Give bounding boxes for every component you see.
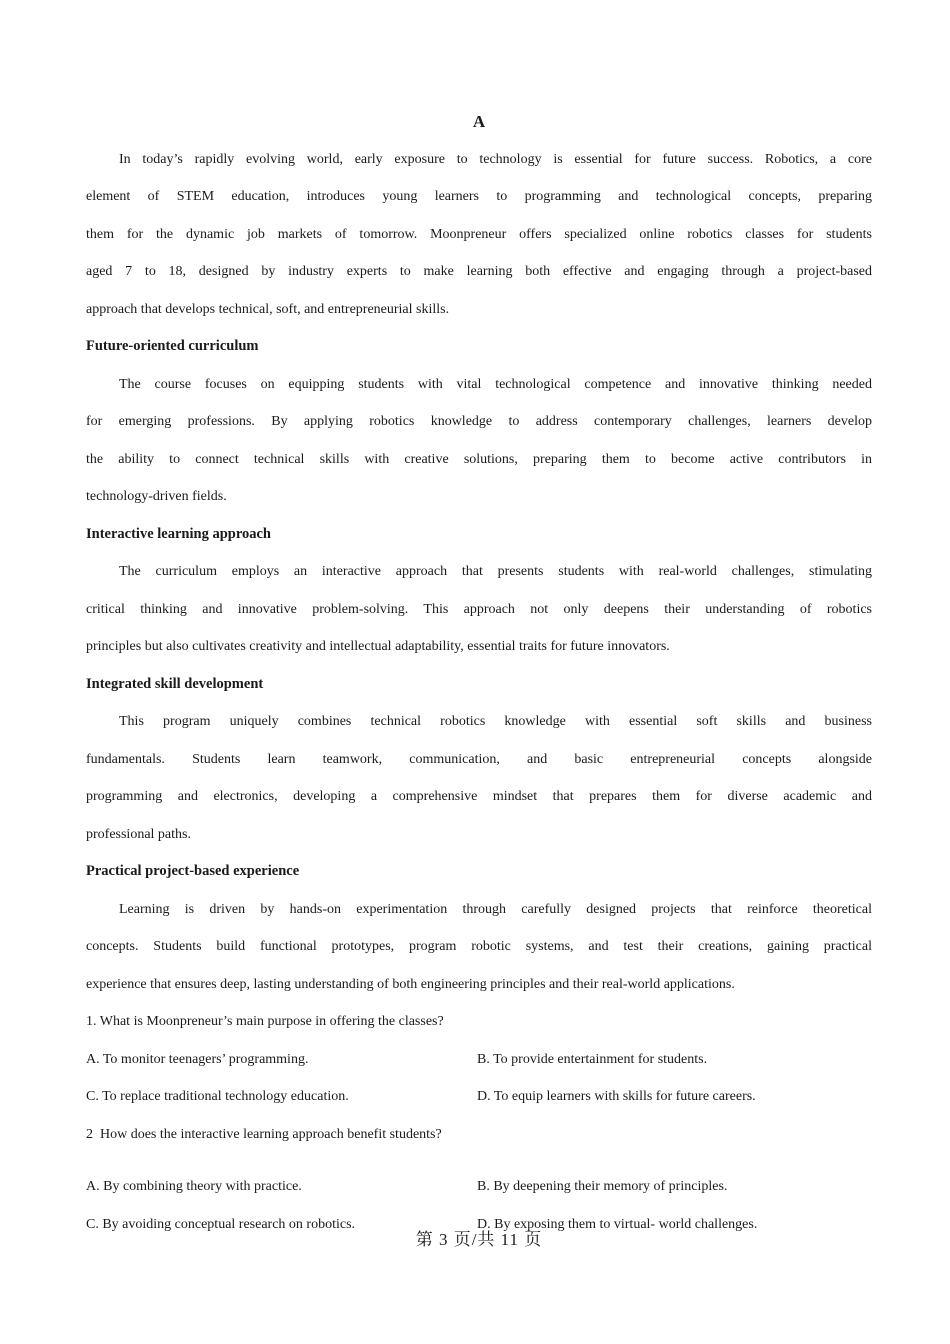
text-line: This program uniquely combines technical robotics knowledge with essential soft skills and business — [119, 714, 872, 729]
question-1 — [86, 1003, 872, 1116]
section-paragraph — [86, 366, 872, 516]
question-1-options-row-2 — [86, 1078, 872, 1116]
question-1-option-c: C. To replace traditional technology education. — [86, 1089, 349, 1104]
text-line: The course focuses on equipping students with vital technological competence and innovative thinking needed — [119, 376, 872, 392]
section-heading-interactive-learning-approach: Interactive learning approach — [86, 525, 271, 542]
question-2-options-row-1 — [86, 1168, 872, 1206]
question-1-option-d: D. To equip learners with skills for future careers. — [477, 1089, 756, 1104]
text-line: approach that develops technical, soft, and entrepreneurial skills. — [86, 301, 450, 317]
question-2-prompt: 2 How does the interactive learning approach benefit students? — [86, 1126, 442, 1142]
question-2-option-b: B. By deepening their memory of principles. — [477, 1179, 728, 1194]
passage-section-label: A — [472, 112, 486, 131]
page-number: 第 3 页/共 11 页 — [415, 1230, 543, 1249]
question-2-option-a: A. By combining theory with practice. — [86, 1179, 302, 1194]
text-line: programming and electronics, developing a comprehensive mindset that prepares them for diverse academic and — [86, 789, 872, 804]
text-line: The curriculum employs an interactive approach that presents students with real-world challenges, stimulating — [119, 564, 872, 579]
text-line: Learning is driven by hands-on experimentation through carefully designed projects that reinforce theoretical — [119, 901, 872, 917]
question-2 — [86, 1116, 872, 1244]
text-line: In today’s rapidly evolving world, early exposure to technology is essential for future success. Robotics, a core — [119, 151, 872, 167]
question-2-option-c: C. By avoiding conceptual research on robotics. — [86, 1216, 356, 1232]
section-paragraph — [86, 891, 872, 1004]
text-line: for emerging professions. By applying robotics knowledge to address contemporary challenges, learners develop — [86, 414, 872, 429]
text-line: aged 7 to 18, designed by industry experts to make learning both effective and engaging through a project-based — [86, 264, 872, 279]
text-line: critical thinking and innovative problem-solving. This approach not only deepens their understanding of robotics — [86, 601, 872, 617]
text-line: the ability to connect technical skills with creative solutions, preparing them to become active contributors in — [86, 451, 872, 467]
question-2-option-d: D. By exposing them to virtual- world challenges. — [477, 1216, 758, 1232]
text-line: fundamentals. Students learn teamwork, communication, and basic entrepreneurial concepts alongside — [86, 751, 872, 767]
section-heading-practical-project-based-experience: Practical project-based experience — [86, 863, 300, 879]
text-line: element of STEM education, introduces young learners to programming and technological concepts, preparing — [86, 189, 872, 204]
text-line: them for the dynamic job markets of tomorrow. Moonpreneur offers specialized online robotics classes for students — [86, 226, 872, 242]
section-heading-future-oriented-curriculum: Future-oriented curriculum — [86, 338, 259, 354]
section-heading-integrated-skill-development: Integrated skill development — [86, 675, 264, 692]
text-line: concepts. Students build functional prototypes, program robotic systems, and test their creations, gaining practical — [86, 939, 872, 954]
text-line: technology-driven fields. — [86, 489, 227, 504]
text-line: professional paths. — [86, 826, 191, 842]
question-1-option-a: A. To monitor teenagers’ programming. — [86, 1051, 309, 1067]
text-line: experience that ensures deep, lasting understanding of both engineering principles and their real-world applications. — [86, 976, 735, 992]
question-1-option-b: B. To provide entertainment for students. — [477, 1051, 708, 1067]
question-1-prompt: 1. What is Moonpreneur’s main purpose in offering the classes? — [86, 1014, 444, 1029]
passage-intro-paragraph — [86, 141, 872, 329]
question-1-options-row-1 — [86, 1041, 872, 1079]
section-paragraph — [86, 553, 872, 666]
section-paragraph — [86, 703, 872, 853]
text-line: principles but also cultivates creativity and intellectual adaptability, essential traits for future innovators. — [86, 639, 670, 654]
